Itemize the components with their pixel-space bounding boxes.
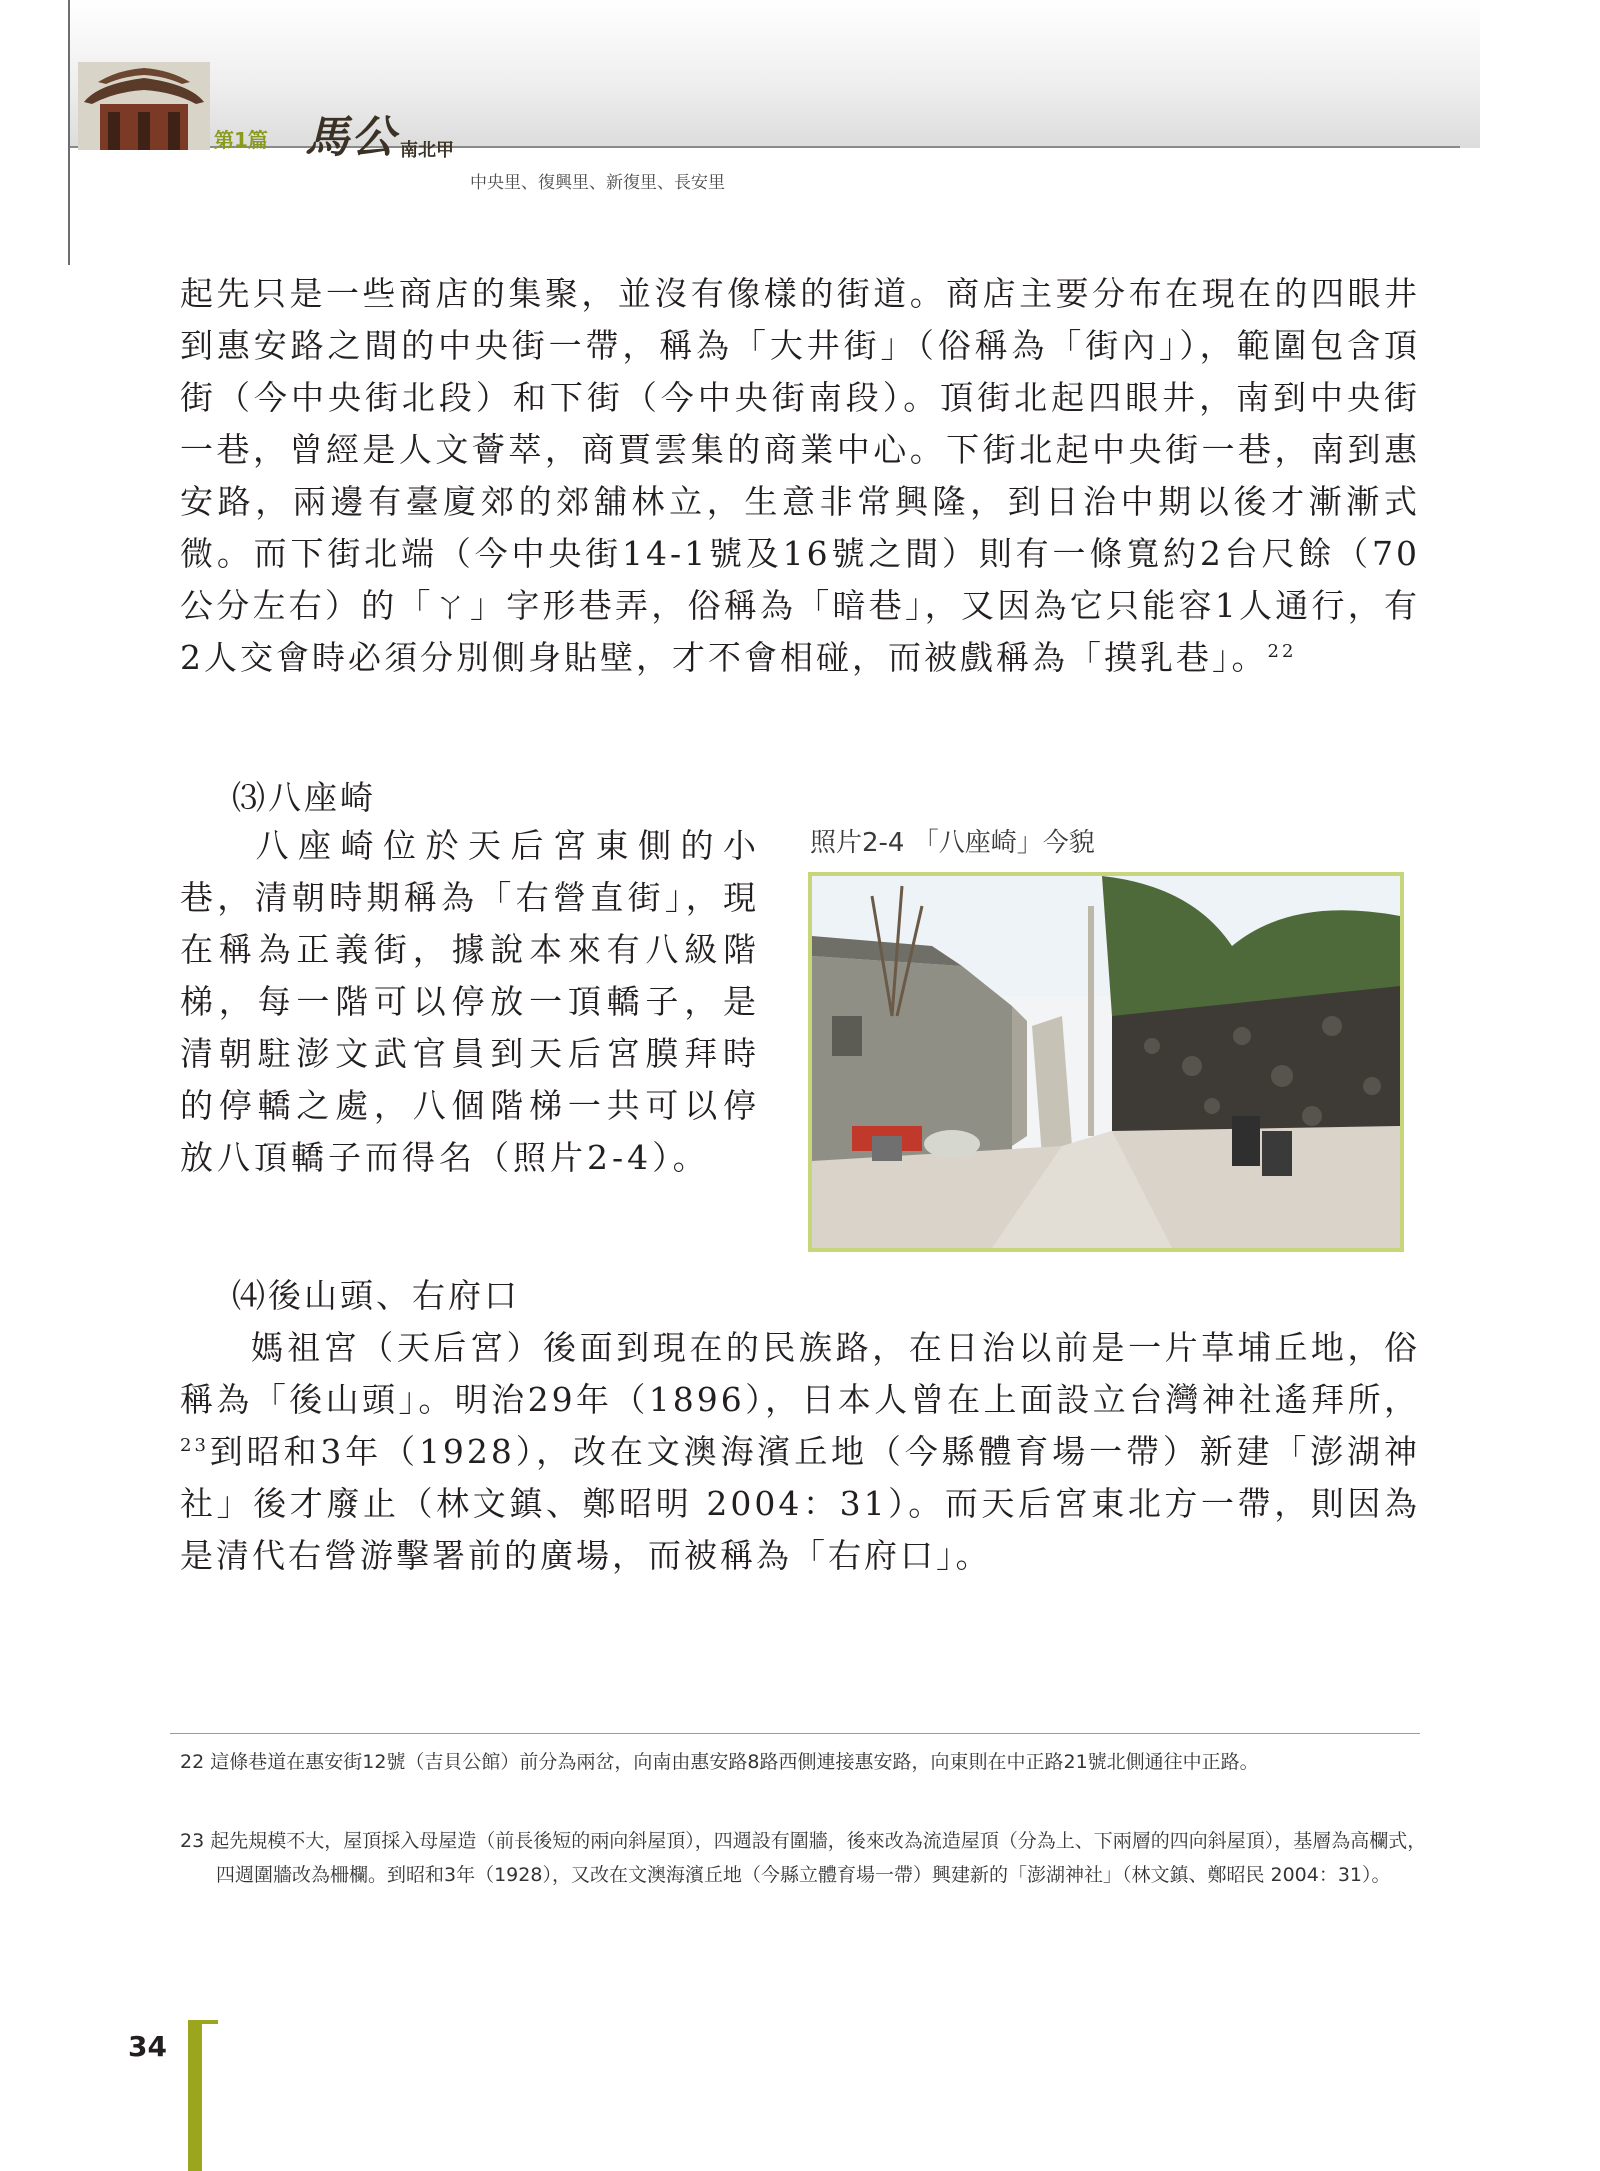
photo-bazuoqi [812,876,1400,1248]
chapter-label: 第1篇 [214,128,268,152]
footnote-rule [170,1733,1420,1734]
subheading-bazuoqi: ⑶八座崎 [232,778,376,817]
temple-illustration [78,62,210,150]
page-number: 34 [128,2030,167,2063]
header-band [70,0,1480,148]
footnote-22-number: 22 [180,1751,205,1773]
footnote-23 [180,1824,1441,1892]
footnote-22 [180,1745,1441,1779]
footnote-ref-22[interactable]: 22 [1267,641,1297,662]
chapter-subtitle: 南北甲 [400,140,454,161]
footnote-23-number: 23 [180,1830,205,1852]
photo-frame [808,872,1404,1252]
header-villages: 中央里、復興里、新復里、長安里 [470,173,725,193]
paragraph-1-text: 起先只是一些商店的集聚，並沒有像樣的街道。商店主要分布在現在的四眼井到惠安路之間的中央街一帶，稱為「大井街」（俗稱為「街內」），範圍包含頂街（今中央街北段）和下街（今中央街南段）。頂街北起四眼井，南到中央街一巷，曾經是人文薈萃，商賈雲集的商業中心。下街北起中央街一巷，南到惠安路，兩邊有臺廈郊的郊舖林立，生意非常興隆，到日治中期以後才漸漸式微。而下街北端（今中央街14-1號及16號之間）則有一條寬約2台尺餘（70公分左右）的「ㄚ」字形巷弄，俗稱為「暗巷」，又因為它只能容1人通行，有2人交會時必須分別側身貼壁，才不會相碰，而被戲稱為「摸乳巷」。 [180,274,1420,677]
photo-caption: 照片2-4 「八座崎」今貌 [810,828,1095,858]
chapter-title: 馬公 [305,112,397,163]
footnote-ref-23[interactable]: 23 [180,1435,209,1456]
paragraph-2-text: 八座崎位於天后宮東側的小巷，清朝時期稱為「右營直街」，現在稱為正義街，據說本來有八級階梯，每一階可以停放一頂轎子，是清朝駐澎文武官員到天后宮膜拜時的停轎之處，八個階梯一共可以停放八頂轎子而得名（照片2-4）。 [180,826,760,1177]
paragraph-1 [180,268,1420,684]
chapter-badge [214,124,268,153]
footnote-23-text: 起先規模不大，屋頂採入母屋造（前長後短的兩向斜屋頂），四週設有圍牆，後來改為流造屋頂（分為上、下兩層的四向斜屋頂），基層為高欄式，四週圍牆改為柵欄。到昭和3年（1928），又改在文澳海濱丘地（今縣立體育場一帶）興建新的「澎湖神社」（林文鎮、鄭昭民 2004：31）。 [210,1830,1427,1886]
paragraph-3b-text: 到昭和3年（1928），改在文澳海濱丘地（今縣體育場一帶）新建「澎湖神社」後才廢止（林文鎮、鄭昭明 2004：31）。而天后宮東北方一帶，則因為是清代右營游擊署前的廣場，而被稱為「右府口」。 [180,1432,1420,1575]
paragraph-3 [180,1322,1420,1582]
header-rule [70,146,1460,148]
page-accent-bar [188,2020,202,2171]
paragraph-3a-text: 媽祖宮（天后宮）後面到現在的民族路，在日治以前是一片草埔丘地，俗稱為「後山頭」。明治29年（1896），日本人曾在上面設立台灣神社遙拜所， [180,1328,1420,1419]
footnote-22-text: 這條巷道在惠安街12號（吉貝公館）前分為兩岔，向南由惠安路8路西側連接惠安路，向東則在中正路21號北側通往中正路。 [210,1751,1259,1773]
subheading-houshantou: ⑷後山頭、右府口 [232,1276,520,1315]
paragraph-2 [180,820,760,1184]
